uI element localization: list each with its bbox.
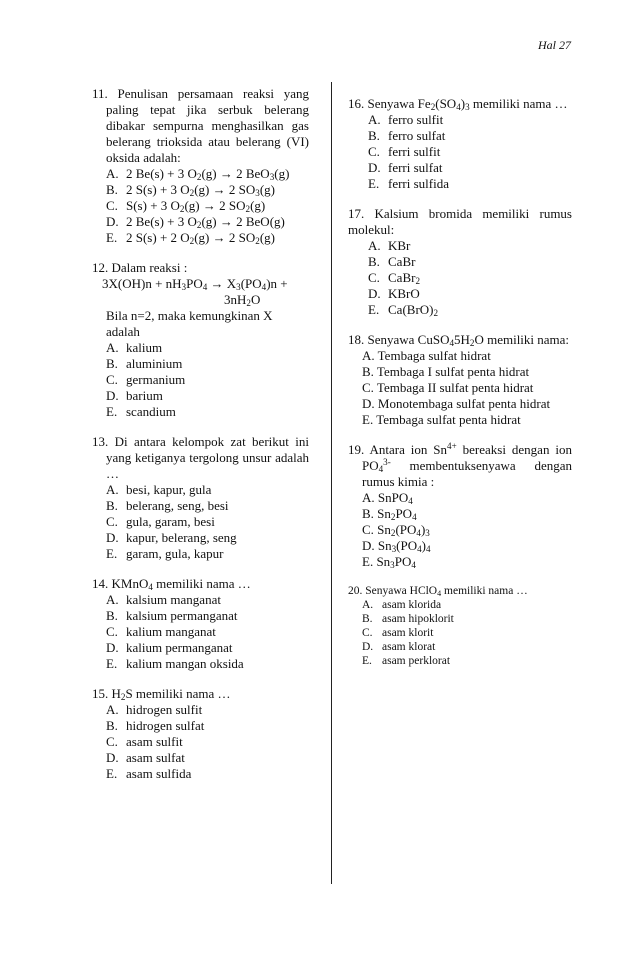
option-letter: A. xyxy=(106,592,119,607)
q14-option-c xyxy=(106,624,309,640)
option-text: aluminium xyxy=(126,356,183,371)
q20-option-a xyxy=(362,598,572,612)
option-letter: E. xyxy=(106,404,118,419)
option-letter: D. xyxy=(368,286,381,301)
question-18-options xyxy=(348,348,572,428)
option-letter: C. xyxy=(368,270,380,285)
option-letter: D. xyxy=(368,160,381,175)
q19-option-2: B. $Sn_2PO_4$ xyxy=(362,506,417,522)
q13-option-b xyxy=(106,498,309,514)
question-14-options xyxy=(92,592,309,672)
q17-option-d xyxy=(368,286,572,302)
q16-option-e xyxy=(368,176,572,192)
question-11 xyxy=(92,86,309,246)
q16-option-a xyxy=(368,112,572,128)
option-text: S(s) + 3 $O_2(g) \to 2$ $SO_2(g)$ xyxy=(126,198,266,214)
question-12-prompt: Bila n=2, maka kemungkinan X adalah xyxy=(106,308,273,339)
q19-option-5: E. $Sn_3PO_4$ xyxy=(362,554,416,570)
q14-option-d xyxy=(106,640,309,656)
question-14 xyxy=(92,576,309,672)
question-12-equation-line2: $3nH_2O$ xyxy=(224,292,261,308)
option-letter: C. xyxy=(106,514,118,529)
option-letter: E. xyxy=(368,176,380,191)
option-letter: D. xyxy=(106,640,119,655)
option-letter: B. xyxy=(106,182,118,197)
question-19-text: 19. Antara ion $Sn^{4+}$ bereaksi dengan ion $PO_4^{3-}$ membentuksenyawa dengan rumus kimia : xyxy=(348,441,572,489)
option-letter: D. xyxy=(362,641,374,653)
q12-option-a xyxy=(106,340,309,356)
q17-option-b xyxy=(368,254,572,270)
question-13-options xyxy=(92,482,309,562)
q11-option-e xyxy=(106,230,309,246)
q15-option-b xyxy=(106,718,309,734)
option-text: kalsium permanganat xyxy=(126,608,238,623)
option-text: $Ca(BrO)_2$ xyxy=(388,302,439,318)
option-text: barium xyxy=(126,388,163,403)
question-17 xyxy=(348,206,572,318)
option-text: asam sulfit xyxy=(126,734,183,749)
question-12-text: 12. Dalam reaksi : xyxy=(92,260,188,275)
column-divider xyxy=(331,82,332,884)
right-column xyxy=(348,96,572,682)
option-text: asam klorat xyxy=(382,641,436,653)
q12-option-b xyxy=(106,356,309,372)
q20-option-d xyxy=(362,640,572,654)
option-text: 2 Be(s) + 3 $O_2(g) \to 2$ BeO$_3$(g) xyxy=(126,166,290,182)
question-15-options xyxy=(92,702,309,782)
question-13 xyxy=(92,434,309,562)
q14-option-b xyxy=(106,608,309,624)
option-letter: C. xyxy=(362,627,373,639)
option-letter: E. xyxy=(106,766,118,781)
option-letter: B. xyxy=(106,608,118,623)
option-letter: C. xyxy=(106,372,118,387)
q14-option-a xyxy=(106,592,309,608)
q19-option-1: A. SnPO$_4$ xyxy=(362,490,413,506)
option-letter: A. xyxy=(106,702,119,717)
option-text: hidrogen sulfit xyxy=(126,702,203,717)
question-15-text: 15. $H_2S$ memiliki nama … xyxy=(92,686,231,702)
question-13-text: 13. Di antara kelompok zat berikut ini yang ketiganya tergolong unsur adalah … xyxy=(92,434,309,481)
option-text: scandium xyxy=(126,404,176,419)
question-20-text: 20. Senyawa HClO$_4$ memiliki nama … xyxy=(348,585,528,598)
option-text: CaBr xyxy=(388,254,416,269)
option-letter: A. xyxy=(368,112,381,127)
option-letter: E. xyxy=(362,655,372,667)
left-column xyxy=(92,86,309,796)
q17-option-e xyxy=(368,302,572,318)
question-16-text: 16. Senyawa $Fe_2(SO_4)_3$ memiliki nama … xyxy=(348,96,568,112)
option-letter: E. xyxy=(368,302,380,317)
question-12-equation-line1: $3X(OH)n + nH_3PO_4 \to X_3(PO_4)n$ + xyxy=(102,276,288,292)
option-text: kalium manganat xyxy=(126,624,216,639)
q15-option-a xyxy=(106,702,309,718)
question-11-options xyxy=(92,166,309,246)
option-text: kalium mangan oksida xyxy=(126,656,244,671)
option-letter: A. xyxy=(106,166,119,181)
option-letter: A. xyxy=(368,238,381,253)
option-text: 2 Be(s) + 3 $O_2(g) \to 2$ BeO(g) xyxy=(126,214,285,230)
question-16 xyxy=(348,96,572,192)
q13-option-d xyxy=(106,530,309,546)
option-text: asam sulfida xyxy=(126,766,192,781)
q11-option-d xyxy=(106,214,309,230)
q13-option-c xyxy=(106,514,309,530)
q11-option-b xyxy=(106,182,309,198)
question-17-options xyxy=(348,238,572,318)
q17-option-a xyxy=(368,238,572,254)
option-letter: B. xyxy=(368,128,380,143)
q12-option-c xyxy=(106,372,309,388)
question-16-options xyxy=(348,112,572,192)
option-text: 2 S(s) + 3 $O_2(g) \to 2$ $SO_3(g)$ xyxy=(126,182,275,198)
q19-option-4: D. $Sn_3(PO_4)_4$ xyxy=(362,538,431,554)
option-text: KBrO xyxy=(388,286,420,301)
option-letter: C. xyxy=(106,734,118,749)
option-text: ferri sulfida xyxy=(388,176,450,191)
option-text: ferri sulfit xyxy=(388,144,441,159)
option-letter: C. xyxy=(106,198,118,213)
question-18 xyxy=(348,332,572,428)
question-12 xyxy=(92,260,309,420)
q20-option-b xyxy=(362,612,572,626)
option-letter: D. xyxy=(106,388,119,403)
option-letter: E. xyxy=(106,656,118,671)
q12-option-d xyxy=(106,388,309,404)
option-text: kalium permanganat xyxy=(126,640,233,655)
q13-option-a xyxy=(106,482,309,498)
q20-option-e xyxy=(362,654,572,668)
option-letter: C. xyxy=(368,144,380,159)
option-letter: B. xyxy=(362,613,373,625)
option-letter: A. xyxy=(106,340,119,355)
option-letter: D. xyxy=(106,214,119,229)
option-text: 2 S(s) + 2 $O_2(g) \to 2$ $SO_2(g)$ xyxy=(126,230,275,246)
q15-option-d xyxy=(106,750,309,766)
option-letter: D. xyxy=(106,750,119,765)
option-text: KBr xyxy=(388,238,411,253)
option-text: besi, kapur, gula xyxy=(126,482,212,497)
option-letter: E. xyxy=(106,230,118,245)
option-text: asam klorida xyxy=(382,599,442,611)
option-text: germanium xyxy=(126,372,186,387)
question-20-options xyxy=(348,598,572,668)
q11-option-a xyxy=(106,166,309,182)
option-text: asam hipoklorit xyxy=(382,613,454,625)
option-letter: B. xyxy=(106,718,118,733)
q16-option-b xyxy=(368,128,572,144)
option-text: asam perklorat xyxy=(382,655,451,667)
q12-option-e xyxy=(106,404,309,420)
option-letter: B. xyxy=(106,356,118,371)
option-text: kapur, belerang, seng xyxy=(126,530,237,545)
q13-option-e xyxy=(106,546,309,562)
option-text: gula, garam, besi xyxy=(126,514,215,529)
question-15 xyxy=(92,686,309,782)
q18-option-2: B. Tembaga I sulfat penta hidrat xyxy=(362,364,530,379)
option-text: asam klorit xyxy=(382,627,434,639)
option-letter: A. xyxy=(106,482,119,497)
option-text: asam sulfat xyxy=(126,750,185,765)
option-letter: D. xyxy=(106,530,119,545)
option-text: CaBr$_2$ xyxy=(388,270,420,286)
option-text: hidrogen sulfat xyxy=(126,718,205,733)
q20-option-c xyxy=(362,626,572,640)
q14-option-e xyxy=(106,656,309,672)
q18-option-5: E. Tembaga sulfat penta hidrat xyxy=(362,412,521,427)
option-letter: B. xyxy=(368,254,380,269)
q17-option-c xyxy=(368,270,572,286)
question-20 xyxy=(348,584,572,668)
option-text: ferro sulfit xyxy=(388,112,444,127)
q16-option-c xyxy=(368,144,572,160)
option-text: belerang, seng, besi xyxy=(126,498,229,513)
option-text: ferri sulfat xyxy=(388,160,443,175)
q11-option-c xyxy=(106,198,309,214)
option-letter: A. xyxy=(362,599,374,611)
q19-option-3: C. $Sn_2(PO_4)_3$ xyxy=(362,522,430,538)
option-text: garam, gula, kapur xyxy=(126,546,224,561)
question-19-options xyxy=(348,490,572,570)
q15-option-c xyxy=(106,734,309,750)
question-14-text: 14. KMnO$_4$ memiliki nama … xyxy=(92,576,251,592)
q15-option-e xyxy=(106,766,309,782)
option-letter: E. xyxy=(106,546,118,561)
question-12-options xyxy=(92,340,309,420)
q16-option-d xyxy=(368,160,572,176)
question-18-text: 18. Senyawa $CuSO_45H_2O$ memiliki nama: xyxy=(348,332,570,348)
question-19 xyxy=(348,442,572,570)
option-text: kalium xyxy=(126,340,163,355)
question-11-text: 11. Penulisan persamaan reaksi yang paling tepat jika serbuk belerang dibakar sempurna menghasilkan gas belerang trioksida atau belerang (VI) oksida adalah: xyxy=(92,86,309,165)
q18-option-4: D. Monotembaga sulfat penta hidrat xyxy=(362,396,551,411)
option-letter: B. xyxy=(106,498,118,513)
q18-option-3: C. Tembaga II sulfat penta hidrat xyxy=(362,380,534,395)
q18-option-1: A. Tembaga sulfat hidrat xyxy=(362,348,491,363)
option-text: kalsium manganat xyxy=(126,592,221,607)
option-letter: C. xyxy=(106,624,118,639)
page-number-label: Hal 27 xyxy=(538,38,571,52)
question-17-text: 17. Kalsium bromida memiliki rumus molekul: xyxy=(348,206,572,237)
option-text: ferro sulfat xyxy=(388,128,446,143)
